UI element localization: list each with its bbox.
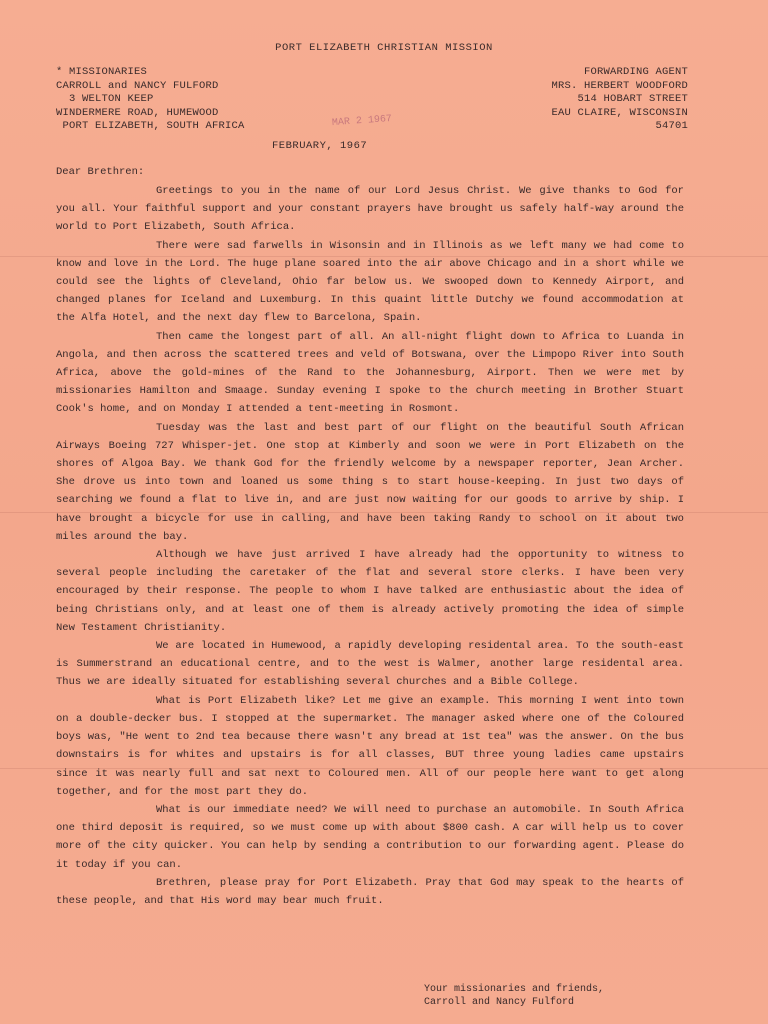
forwarding-agent-address: [551, 66, 688, 134]
signature: [424, 984, 604, 1009]
letter-date: FEBRUARY, 1967: [272, 140, 368, 152]
paragraph: We are located in Humewood, a rapidly developing residental area. To the south-east is Summerstrand an educational centre, and to the west is Walmer, another large residental area. Thus we are ideally situated for establishing several churches and a Bible College.: [56, 640, 684, 689]
salutation: Dear Brethren:: [56, 166, 145, 178]
signature-line: Carroll and Nancy Fulford: [424, 996, 575, 1008]
paragraph: Although we have just arrived I have already had the opportunity to witness to several people including the caretaker of the flat and several store clerks. I have been very encouraged by their response. The people to whom I have talked are enthusiastic about the idea of being Christians only, and at least one of them is already actively promoting the idea of simple New Testament Christianity.: [56, 549, 684, 634]
letter-body: [56, 182, 684, 910]
agent-line: EAU CLAIRE, WISCONSIN: [551, 106, 688, 119]
agent-line: FORWARDING AGENT: [583, 66, 688, 78]
address-line: 3 WELTON KEEP: [56, 93, 154, 105]
paragraph: There were sad farwells in Wisonsin and in Illinois as we left many we had come to know and love in the Lord. The huge plane soared into the air above Chicago and in a short while we could see the lights of Cleveland, Ohio far below us. We swooped down to Kennedy Airport, and changed planes for Iceland and Luxemburg. In this quaint little Dutchy we found accommodation at the Alfa Hotel, and the next day flew to Barcelona, Spain.: [56, 239, 684, 325]
signature-line: Your missionaries and friends,: [424, 984, 605, 995]
received-stamp: MAR 2 1967: [331, 113, 393, 130]
paragraph: Then came the longest part of all. An all-night flight down to Africa to Luanda in Angola, and then across the scattered trees and veld of Botswana, over the Limpopo River into South Africa, above the gold-mines of the Rand to the Johannesburg, Airport. Then we were met by missionaries Hamilton and Smaage. Sunday evening I spoke to the church meeting in Brother Stuart Cook's home, and on Monday I attended a tent-meeting in Rosmont.: [56, 330, 684, 416]
address-line: CARROLL and NANCY FULFORD: [56, 79, 219, 92]
mission-title: PORT ELIZABETH CHRISTIAN MISSION: [275, 42, 493, 54]
address-line: * MISSIONARIES: [56, 66, 148, 78]
paragraph: Tuesday was the last and best part of our flight on the beautiful South African Airways Boeing 727 Whisper-jet. One stop at Kimberly and soon we were in Port Elizabeth on the shores of Algoa Bay. We thank God for the friendly welcome by a newspaper reporter, Jean Archer. She drove us into town and loaned us some thing s to start house-keeping. In just two days of searching we found a flat to live in, and are just now waiting for our goods to arrive by ship. I have brought a bicycle for use in calling, and have been taking Randy to school on it about two miles around the bay.: [56, 421, 684, 543]
paragraph: What is Port Elizabeth like? Let me give an example. This morning I went into town on a double-decker bus. I stopped at the supermarket. The manager asked where one of the Coloured boys was, "He went to 2nd tea because there wasn't any bread at 1st tea" was the answer. On the bus downstairs is for whites and upstairs is for all classes, BUT three young ladies came upstairs since it was nearly full and sat next to Coloured men. All of our people here want to get along together, and for the most part they do.: [56, 694, 684, 798]
paragraph: What is our immediate need? We will need to purchase an automobile. In South Africa one third deposit is required, so we must come up with about $800 cash. A car will help us to cover more of the city quicker. You can help by sending a contribution to our forwarding agent. Please do it today if you can.: [56, 803, 684, 871]
address-line: PORT ELIZABETH, SOUTH AFRICA: [56, 120, 245, 132]
paragraph: Greetings to you in the name of our Lord Jesus Christ. We give thanks to God for you all. Your faithful support and your constant prayers have brought us safely half-way around the world to Port Elizabeth, South Africa.: [56, 185, 684, 234]
address-line: WINDERMERE ROAD, HUMEWOOD: [56, 106, 219, 119]
paragraph: Brethren, please pray for Port Elizabeth. Pray that God may speak to the hearts of these people, and that His word may bear much fruit.: [56, 876, 684, 907]
agent-line: MRS. HERBERT WOODFORD: [551, 79, 688, 92]
missionaries-address: [56, 66, 245, 134]
agent-line: 514 HOBART STREET: [577, 93, 688, 105]
agent-line: 54701: [655, 120, 688, 132]
